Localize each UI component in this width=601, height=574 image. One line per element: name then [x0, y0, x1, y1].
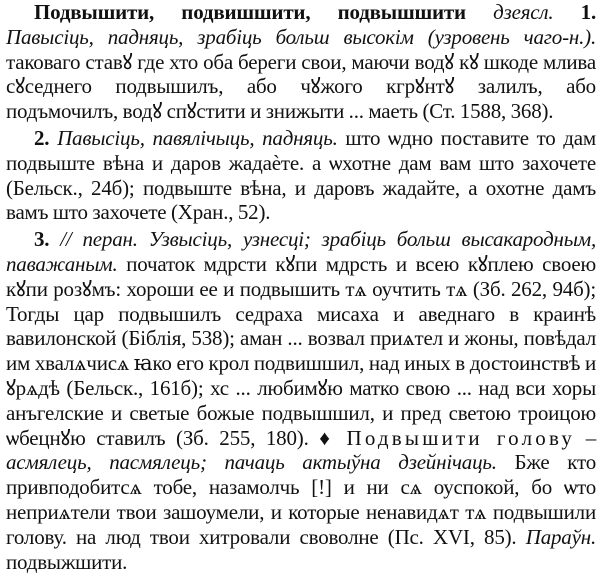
sense-3-source-3: (Бельск., 161б); [66, 375, 204, 400]
sense-3-label: // перан. [60, 227, 138, 252]
entry-paragraph-sense-1 [6, 0, 596, 124]
sense-1-gloss: Павысіць, падняць, зрабіць больш высокім (узровень чаго-н.). [6, 24, 596, 49]
sense-3-source-2: (Біблія, 538); [121, 326, 235, 351]
sense-2-source-1: (Бельск., 24б); [6, 175, 135, 200]
sense-2-source-2: (Хран., 52). [171, 200, 271, 225]
entry-paragraph-sense-2 [6, 126, 596, 225]
sense-3-quote-2: Тогды цар подвышилъ седраха мисаха и аведнаго в краинѣ вавилонской [6, 301, 596, 351]
sense-number-3: 3. [34, 227, 50, 252]
sense-number-2: 2. [34, 125, 50, 150]
phrase-gloss: асмялець, пасмялець; пачаць актыўна дзейнічаць. [6, 450, 497, 475]
sense-2-quote-1: што ѡдно поставите то дам подвыште вѣна и даров жадаѐте. а ѡхотне дам вам што захочете [6, 125, 596, 175]
sense-3-source-1: (Зб. 262, 94б); [472, 276, 596, 301]
entry-paragraph-sense-3 [6, 227, 596, 574]
sense-2-quote-2: подвыште вѣна, и даровъ жадайте, а охотне дамъ вамъ што захочете [6, 175, 596, 225]
phrase-dash: – [585, 425, 596, 450]
compare-label: Параўн. [525, 524, 596, 549]
phraseological-unit: Подвышити голову [346, 425, 576, 450]
sense-3-gloss: Узвысіць, узнесці; зрабіць больш высакародным, паважаным. [6, 227, 596, 276]
sense-3-quote-4: хс ... любимꙋю матко свою ... над вси хоры анъгелские и светые божые подвышшил, и пред светою троицою ѡбецнꙋю ставилъ [6, 375, 597, 450]
sense-1-quote: таковаго ставꙋ где хто оба береги свои, маючи водꙋ кꙋ шкоде млива сꙋседнего подвышилъ, або чꙋжого кгрꙋнтꙋ залилъ, або подъмочилъ, водꙋ спꙋстити и знижыти ... маеть [6, 49, 596, 124]
compare-word: подвыжшити. [6, 549, 128, 574]
sense-3-quote-5: Бже кто привподобитсѧ тобе, назамолчь [!] и ни сѧ оуспокой, бо ѡто неприѧтели твои зашоумели, и которые ненавидѧт тѧ подвышили голову. на люд твои хитровали своволне [6, 450, 596, 549]
sense-number-1: 1. [580, 0, 596, 24]
sense-2-gloss: Павысіць, павялічыць, падняць. [57, 125, 338, 150]
sense-3-source-5: (Пс. XVI, 85). [387, 524, 517, 549]
sense-1-source: (Ст. 1588, 368). [422, 99, 554, 124]
headword: Подвышити, подвишшити, подвышшити [34, 0, 466, 24]
sense-3-source-4: (Зб. 255, 180). [176, 425, 309, 450]
sense-3-quote-1: початок мдрсти кꙋпи мдрсть и всею кꙋплею своею кꙋпи розꙋмъ: хороши ее и подвышить тѧ оучтить тѧ [6, 251, 596, 301]
part-of-speech: дзеясл. [493, 0, 554, 24]
phrase-diamond-marker: ♦ [319, 425, 336, 450]
sense-3-quote-3: аман ... возвал приѧтел и жоны, повѣдал им хвалѧчисѧ ꙗко его крол подвишшил, над иных в достоинствѣ и ꙋрѧдѣ [6, 326, 596, 400]
dictionary-page [6, 0, 597, 574]
